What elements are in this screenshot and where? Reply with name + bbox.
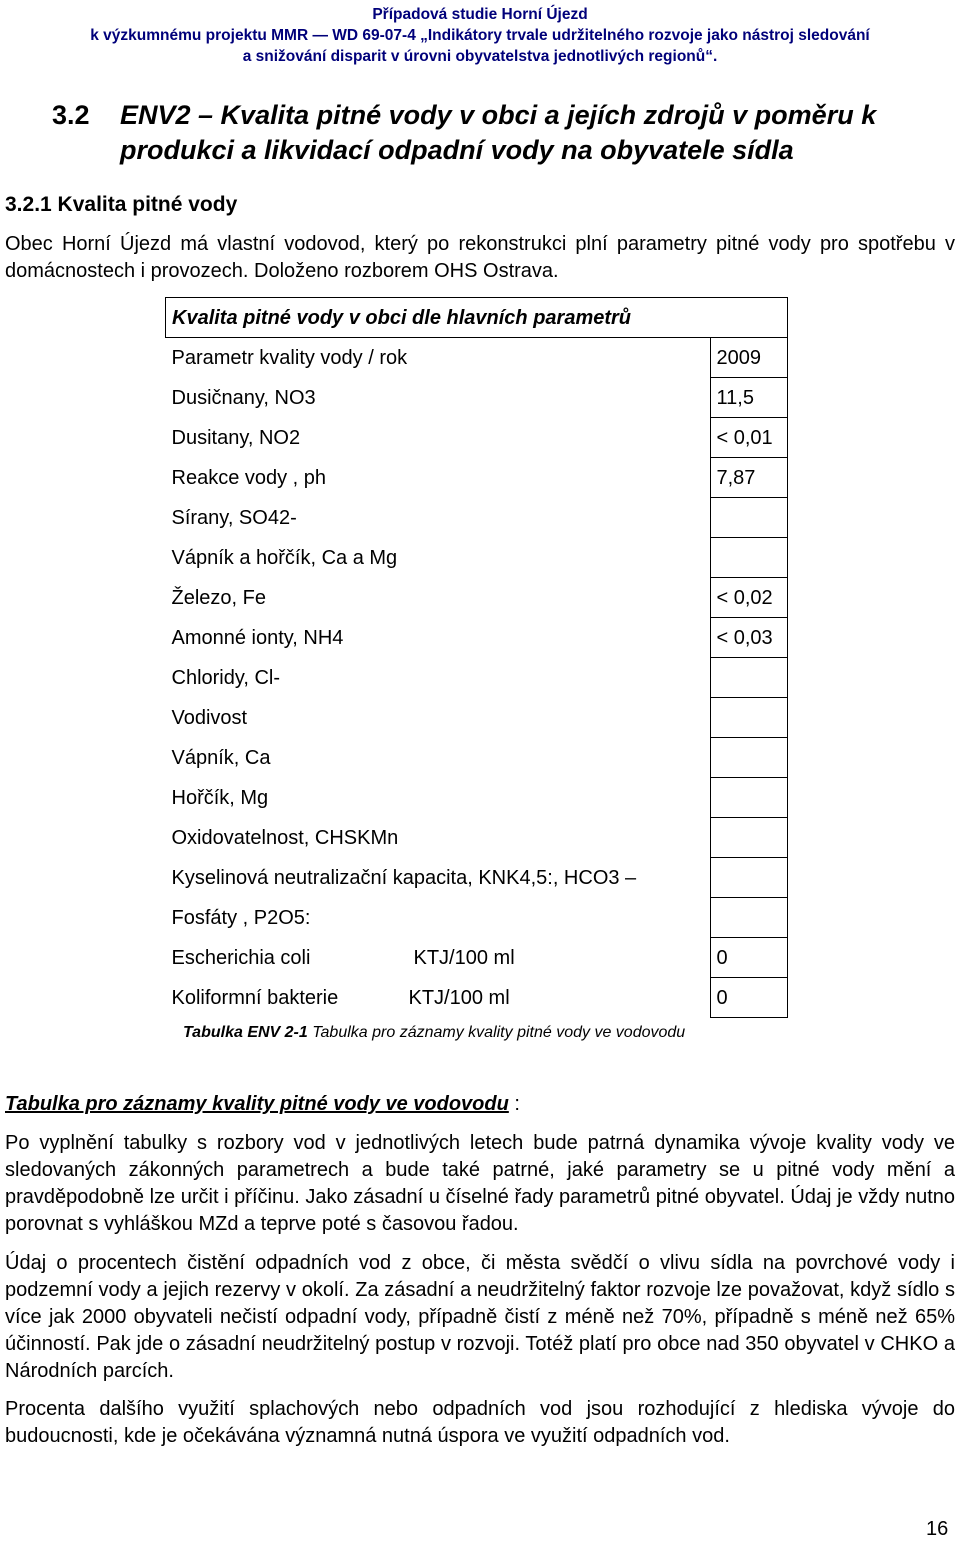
- row-value: [710, 738, 787, 778]
- water-quality-table: [165, 297, 788, 1018]
- row-unit: KTJ/100 ml: [408, 986, 510, 1009]
- row-param-with-unit: [166, 978, 711, 1018]
- row-param: Sírany, SO42-: [166, 498, 711, 538]
- section-number: 3.2: [52, 100, 90, 130]
- subheading-bold: Tabulka pro záznamy kvality pitné vody ve vodovodu: [5, 1093, 509, 1115]
- section-title: ENV2 – Kvalita pitné vody v obci a jejích zdrojů v poměru k produkci a likvidací odpadní vody na obyvatele sídla: [120, 100, 877, 165]
- row-value: < 0,02: [710, 578, 787, 618]
- row-value: [710, 498, 787, 538]
- table-row: [166, 538, 788, 578]
- row-param: Escherichia coli: [171, 946, 311, 969]
- table-title: Kvalita pitné vody v obci dle hlavních parametrů: [166, 298, 788, 338]
- subheading: [5, 1091, 520, 1118]
- table-row: [166, 458, 788, 498]
- row-param: Hořčík, Mg: [166, 778, 711, 818]
- table-row: [166, 498, 788, 538]
- row-value: 11,5: [710, 378, 787, 418]
- bio-cell-content: [172, 987, 704, 1009]
- header-param: Parametr kvality vody / rok: [166, 338, 711, 378]
- table-row: [166, 578, 788, 618]
- row-param: Vápník a hořčík, Ca a Mg: [166, 538, 711, 578]
- intro-paragraph: Obec Horní Újezd má vlastní vodovod, který po rekonstrukci plní parametry pitné vody pro spotřebu v domácnostech i provozech. Doloženo rozborem OHS Ostrava.: [5, 233, 955, 282]
- row-value: [710, 898, 787, 938]
- page-number: 16: [926, 1518, 949, 1540]
- row-param: Oxidovatelnost, CHSKMn: [166, 818, 711, 858]
- row-param: Reakce vody , ph: [166, 458, 711, 498]
- row-param: Vápník, Ca: [166, 738, 711, 778]
- header-line-3: a snižování disparit v úrovni obyvatelstva jednotlivých regionů“.: [242, 48, 718, 65]
- row-value: [710, 538, 787, 578]
- table-row: [166, 418, 788, 458]
- paragraph-2: Údaj o procentech čistění odpadních vod z obce, či města svědčí o vlivu sídla na povrchové vody i podzemní vody a jejich rezervy v okolí. Za zásadní a neudržitelný faktor rozvoje lze považovat, když sídlo s více jak 2000 obyvateli nečistí odpadní vody, případně čistí z méně než 70%, případně s méně než 65% účinností. Pak jde o zásadní neudržitelný postup v rozvoji. Totéž platí pro obce nad 350 obyvatel v CHKO a Národních parcích.: [5, 1252, 955, 1382]
- table-row-bio: [166, 978, 788, 1018]
- table-row: [166, 858, 788, 898]
- row-value: 0: [710, 938, 787, 978]
- row-value: [710, 698, 787, 738]
- row-param: Dusičnany, NO3: [166, 378, 711, 418]
- subheading-rest: :: [508, 1093, 520, 1115]
- row-value: 7,87: [710, 458, 787, 498]
- header-title: Případová studie Horní Újezd: [372, 6, 588, 23]
- row-param: Fosfáty , P2O5:: [166, 898, 711, 938]
- row-value: [710, 818, 787, 858]
- row-value: [710, 658, 787, 698]
- row-value: < 0,01: [710, 418, 787, 458]
- table-header-row: [166, 338, 788, 378]
- table-title-row: [166, 298, 788, 338]
- row-param: Koliformní bakterie: [171, 986, 339, 1009]
- table-row-bio: [166, 938, 788, 978]
- table-row: [166, 898, 788, 938]
- table-row: [166, 698, 788, 738]
- paragraph-3: Procenta dalšího využití splachových nebo odpadních vod jsou rozhodující z hlediska vývoje do budoucnosti, kde je očekávána významná nutná úspora ve využití odpadních vod.: [5, 1398, 955, 1447]
- paragraph-1: Po vyplnění tabulky s rozbory vod v jednotlivých letech bude patrná dynamika vývoje kvality vody ve sledovaných zákonných parametrech a bude také patrné, jaké parametry se u pitné vody mění a pravděpodobně lze určit i příčinu. Jako zásadní u číselné řady parametrů pitné obyvatel. Údaj je vždy nutno porovnat s vyhláškou MZd a teprve poté s časovou řadou.: [5, 1132, 955, 1235]
- table-row: [166, 618, 788, 658]
- table-row: [166, 658, 788, 698]
- row-param: Železo, Fe: [166, 578, 711, 618]
- page-header: [0, 4, 960, 67]
- header-line-2: k výzkumnému projektu MMR — WD 69-07-4 „Indikátory trvale udržitelného rozvoje jako nástroj sledování: [90, 27, 870, 44]
- subsection-heading: 3.2.1 Kvalita pitné vody: [5, 193, 238, 216]
- row-value: 0: [710, 978, 787, 1018]
- row-param: Kyselinová neutralizační kapacita, KNK4,5:, HCO3 –: [166, 858, 711, 898]
- row-value: < 0,03: [710, 618, 787, 658]
- table-row: [166, 818, 788, 858]
- table-caption: [183, 1022, 685, 1044]
- table-row: [166, 378, 788, 418]
- table-row: [166, 738, 788, 778]
- table-row: [166, 778, 788, 818]
- row-value: [710, 858, 787, 898]
- row-param: Chloridy, Cl-: [166, 658, 711, 698]
- row-param: Vodivost: [166, 698, 711, 738]
- caption-text: Tabulka pro záznamy kvality pitné vody ve vodovodu: [307, 1024, 686, 1041]
- bio-cell-content: [172, 947, 704, 969]
- caption-label: Tabulka ENV 2-1: [183, 1024, 308, 1041]
- row-param-with-unit: [166, 938, 711, 978]
- row-param: Dusitany, NO2: [166, 418, 711, 458]
- row-value: [710, 778, 787, 818]
- row-unit: KTJ/100 ml: [413, 946, 515, 969]
- row-param: Amonné ionty, NH4: [166, 618, 711, 658]
- header-year: 2009: [710, 338, 787, 378]
